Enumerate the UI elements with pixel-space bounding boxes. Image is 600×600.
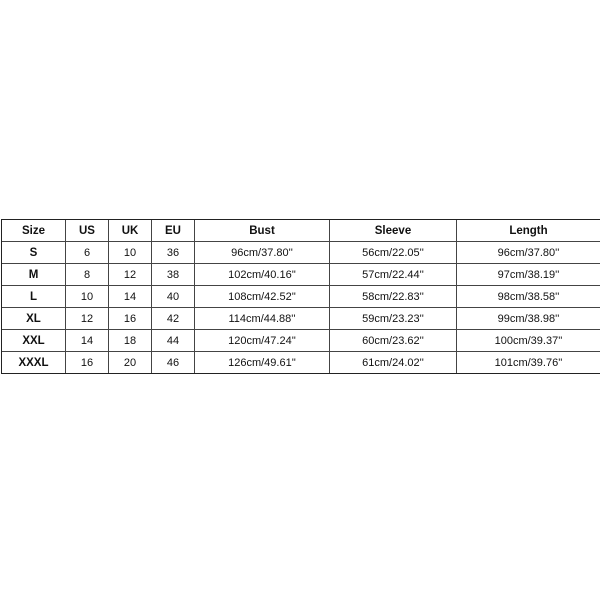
length-cell: 99cm/38.98'': [457, 308, 600, 330]
length-cell: 97cm/38.19'': [457, 264, 600, 286]
length-cell: 101cm/39.76'': [494, 356, 563, 369]
bust-cell: 126cm/49.61'': [195, 352, 330, 373]
sleeve-cell: 60cm/23.62'': [330, 330, 457, 352]
eu-cell: 40: [152, 286, 195, 308]
size-cell: S: [2, 242, 66, 264]
table-row: [2, 242, 600, 264]
eu-cell: 44: [152, 330, 195, 352]
size-cell: XXL: [2, 330, 66, 352]
column-header-length: Length: [457, 220, 600, 242]
bust-cell: 102cm/40.16'': [195, 264, 330, 286]
sleeve-cell: 57cm/22.44'': [330, 264, 457, 286]
size-cell: M: [2, 264, 66, 286]
sleeve-cell: 59cm/23.23'': [330, 308, 457, 330]
sleeve-cell: 56cm/22.05'': [330, 242, 457, 264]
table-row: [2, 352, 600, 373]
bust-cell: 96cm/37.80'': [195, 242, 330, 264]
column-header-bust: Bust: [195, 220, 330, 242]
size-cell: XXXL: [2, 352, 66, 373]
size-cell: XL: [2, 308, 66, 330]
uk-cell: 10: [109, 242, 152, 264]
eu-cell: 42: [152, 308, 195, 330]
bust-cell: 114cm/44.88'': [195, 308, 330, 330]
bust-cell: 108cm/42.52'': [195, 286, 330, 308]
us-cell: 14: [66, 330, 109, 352]
column-header-eu: EU: [152, 220, 195, 242]
column-header-us: US: [66, 220, 109, 242]
column-header-sleeve: Sleeve: [330, 220, 457, 242]
size-cell: L: [2, 286, 66, 308]
table-row: [2, 286, 600, 308]
column-header-uk: UK: [109, 220, 152, 242]
uk-cell: 18: [109, 330, 152, 352]
us-cell: 16: [66, 352, 109, 373]
eu-cell: 36: [152, 242, 195, 264]
uk-cell: 16: [109, 308, 152, 330]
us-cell: 8: [66, 264, 109, 286]
table-row: [2, 330, 600, 352]
us-cell: 12: [66, 308, 109, 330]
length-cell: 96cm/37.80'': [457, 242, 600, 264]
eu-cell: 46: [152, 352, 195, 373]
us-cell: 10: [66, 286, 109, 308]
table-row: [2, 264, 600, 286]
uk-cell: 14: [109, 286, 152, 308]
length-cell: 100cm/39.37'': [457, 330, 600, 352]
header-row: [2, 220, 600, 242]
us-cell: 6: [66, 242, 109, 264]
uk-cell: 20: [109, 352, 152, 373]
uk-cell: 12: [109, 264, 152, 286]
column-header-size: Size: [2, 220, 66, 242]
length-cell: 98cm/38.58'': [457, 286, 600, 308]
eu-cell: 38: [152, 264, 195, 286]
sleeve-cell: 58cm/22.83'': [330, 286, 457, 308]
sleeve-cell: 61cm/24.02'': [330, 352, 457, 373]
size-chart-table: [1, 219, 600, 374]
table-row: [2, 308, 600, 330]
bust-cell: 120cm/47.24'': [195, 330, 330, 352]
